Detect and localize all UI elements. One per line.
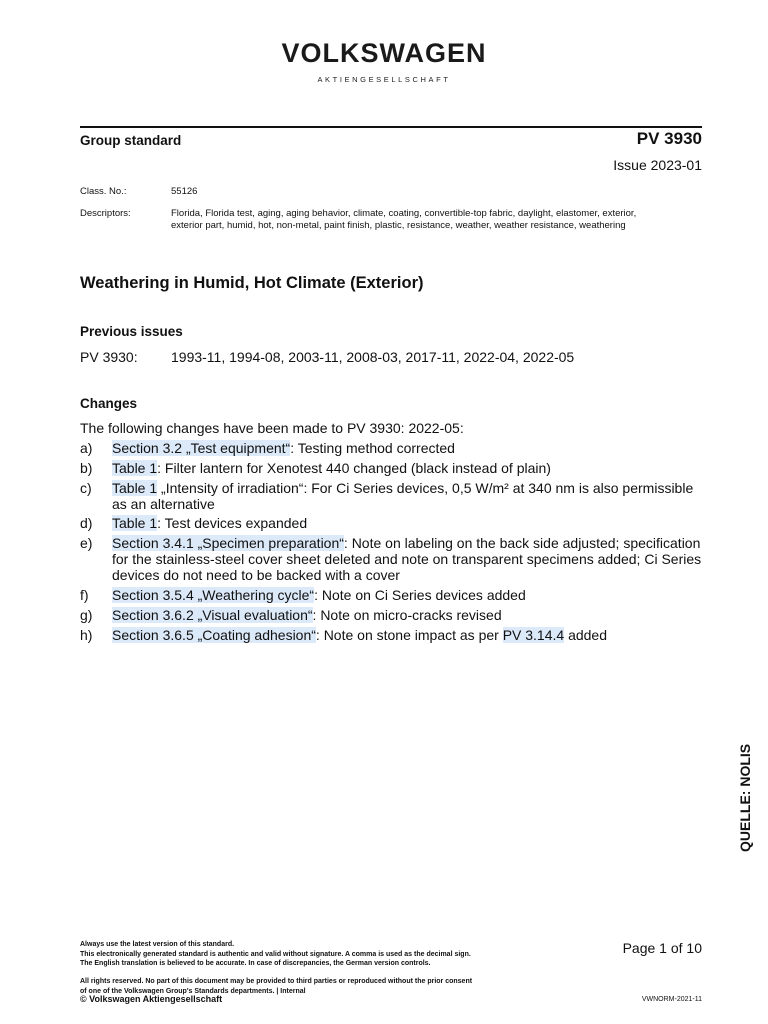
- change-letter: g): [80, 606, 93, 623]
- change-text: : Test devices expanded: [157, 515, 308, 532]
- changes-heading: Changes: [80, 396, 138, 411]
- document-title: Weathering in Humid, Hot Climate (Exterior): [80, 274, 424, 292]
- table-link[interactable]: Table 1: [112, 459, 158, 476]
- section-link[interactable]: Section 3.5.4 „Weathering cycle“: [112, 586, 315, 603]
- changes-intro: The following changes have been made to PV 3930: 2022-05:: [80, 420, 464, 436]
- previous-issues-label: PV 3930:: [80, 349, 138, 365]
- change-text: : Note on labeling on the back side adjusted; specification for the stainless-steel cover sheet deleted and note on transparent specimens added; Ci Series devices do not need to be backed with a cover: [112, 535, 702, 584]
- standard-link[interactable]: PV 3.14.4: [502, 626, 565, 643]
- doc-number: PV 3930: [636, 129, 702, 148]
- change-letter: d): [80, 515, 93, 532]
- change-text: : Filter lantern for Xenotest 440 changed (black instead of plain): [157, 459, 551, 476]
- page-number: Page 1 of 10: [622, 940, 702, 956]
- class-no-label: Class. No.:: [80, 186, 127, 197]
- change-item-d: [80, 515, 704, 531]
- previous-issues-value: 1993-11, 1994-08, 2003-11, 2008-03, 2017-11, 2022-04, 2022-05: [171, 349, 575, 365]
- footer-line: The English translation is believed to be accurate. In case of discrepancies, the German version controls.: [80, 960, 431, 967]
- change-letter: h): [80, 626, 93, 643]
- descriptors-label: Descriptors:: [80, 208, 131, 219]
- change-letter: a): [80, 440, 93, 456]
- footer-line: All rights reserved. No part of this document may be provided to third parties or reproduced without the prior consent: [80, 978, 473, 985]
- copyright: © Volkswagen Aktiengesellschaft: [80, 994, 223, 1004]
- change-text: : Note on Ci Series devices added: [314, 586, 526, 603]
- change-item-b: [80, 460, 704, 476]
- change-item-e: [80, 535, 704, 583]
- changes-list: [80, 440, 704, 646]
- section-link[interactable]: Section 3.6.5 „Coating adhesion“: [112, 626, 316, 643]
- section-link[interactable]: Section 3.2 „Test equipment“: [112, 440, 291, 456]
- change-letter: f): [80, 586, 89, 603]
- change-text-end: added: [564, 626, 608, 643]
- table-link[interactable]: Table 1: [112, 515, 158, 532]
- change-item-a: [80, 440, 704, 456]
- header-rule: [80, 126, 702, 128]
- change-item-c: [80, 480, 704, 512]
- volkswagen-logo: [0, 38, 768, 84]
- group-standard-label: Group standard: [80, 133, 182, 148]
- class-no-value: 55126: [171, 186, 198, 197]
- change-letter: b): [80, 459, 93, 476]
- change-text: : Testing method corrected: [290, 440, 455, 456]
- change-text: „Intensity of irradiation“: For Ci Series devices, 0,5 W/m² at 340 nm is also permissible as an alternative: [112, 479, 694, 512]
- footer-notice: [80, 940, 550, 969]
- table-link[interactable]: Table 1: [112, 479, 158, 496]
- change-item-g: [80, 607, 704, 623]
- form-number: VWNORM-2021-11: [641, 996, 702, 1003]
- section-link[interactable]: Section 3.4.1 „Specimen preparation“: [112, 535, 344, 552]
- footer-line: This electronically generated standard is authentic and valid without signature. A comma is used as the decimal sign.: [80, 950, 471, 958]
- descriptors-value: Florida, Florida test, aging, aging behavior, climate, coating, convertible-top fabric, daylight, elastomer, exterior, exterior part, humid, hot, non-metal, paint finish, plastic, resistance, weather, weather resistance, weathering: [171, 208, 637, 231]
- brand-subtitle: AKTIENGESELLSCHAFT: [317, 75, 451, 84]
- brand-name: VOLKSWAGEN: [281, 38, 487, 68]
- section-link[interactable]: Section 3.6.2 „Visual evaluation“: [112, 606, 313, 623]
- change-letter: e): [80, 535, 93, 552]
- change-text: : Note on stone impact as per: [315, 626, 503, 643]
- source-label: QUELLE: NOLIS: [737, 743, 753, 852]
- issue-date: Issue 2023-01: [613, 157, 702, 173]
- footer-line: Always use the latest version of this standard.: [80, 941, 235, 948]
- change-letter: c): [80, 479, 92, 496]
- change-item-f: [80, 587, 704, 603]
- change-text: : Note on micro-cracks revised: [312, 606, 502, 623]
- previous-issues-heading: Previous issues: [80, 324, 183, 339]
- footer-line: of one of the Volkswagen Group's Standards departments. | Internal: [80, 987, 306, 995]
- change-item-h: [80, 627, 704, 643]
